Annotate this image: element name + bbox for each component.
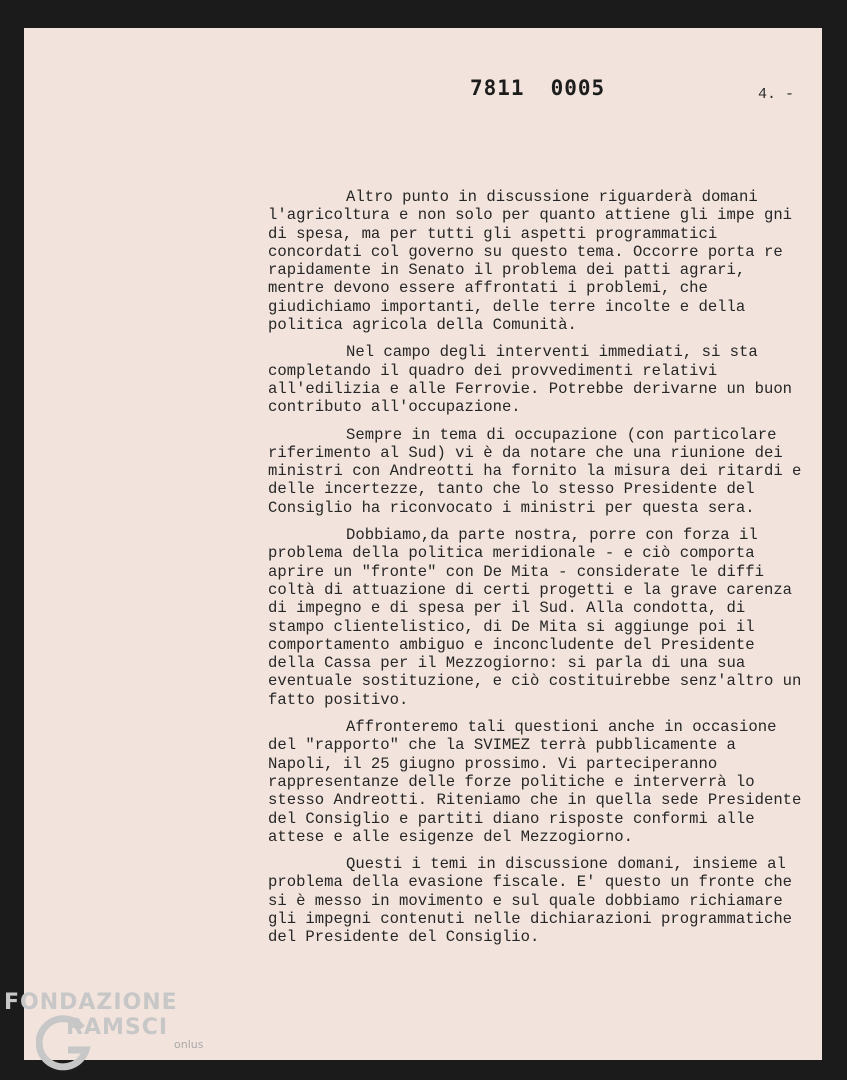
stamp-left: 7811 [470, 76, 525, 100]
letter-body [268, 188, 808, 956]
watermark-line2: RAMSCI [66, 1015, 169, 1040]
paragraph: Sempre in tema di occupazione (con particolare riferimento al Sud) vi è da notare che una riunione dei ministri con Andreotti ha fornito la misura dei ritardi e delle incertezze, tanto che lo stesso Presidente del Consiglio ha riconvocato i ministri per questa sera. [268, 425, 802, 517]
archive-stamp [470, 76, 631, 100]
gramsci-g-logo-icon [36, 1014, 96, 1074]
watermark-line3: onlus [174, 1038, 204, 1051]
fondazione-gramsci-watermark [4, 990, 203, 1051]
page-number: 4. - [758, 86, 795, 103]
watermark-line1: FONDAZIONE [4, 990, 178, 1015]
paragraph: Altro punto in discussione riguarderà domani l'agricoltura e non solo per quanto attiene gli impe gni di spesa, ma per tutti gli aspetti programmatici concordati col governo su questo tema. Occorre porta re rapidamente in Senato il problema dei patti agrari, mentre devono essere affrontati i problemi, che giudichiamo importanti, delle terre incolte e della politica agricola della Comunità. [268, 188, 793, 335]
paragraph: Nel campo degli interventi immediati, si sta completando il quadro dei provvedimenti relativi all'edilizia e alle Ferrovie. Potrebbe derivarne un buon contributo all'occupazione. [268, 343, 793, 417]
stamp-right: 0005 [550, 76, 606, 100]
paragraph: Affronteremo tali questioni anche in occasione del "rapporto" che la SVIMEZ terrà pubblicamente a Napoli, il 25 giugno prossimo. Vi parteciperanno rappresentanze delle forze politiche e interverrà lo stesso Andreotti. Riteniamo che in quella sede Presidente del Consiglio e partiti diano risposte conformi alle attese e alle esigenze del Mezzogiorno. [268, 718, 802, 846]
paragraph: Dobbiamo,da parte nostra, porre con forza il problema della politica meridionale - e ciò comporta aprire un "fronte" con De Mita - considerate le diffi coltà di attuazione di certi progetti e la grave carenza di impegno e di spesa per il Sud. Alla condotta, di stampo clientelistico, di De Mita si aggiunge poi il comportamento ambiguo e inconcludente del Presidente della Cassa per il Mezzogiorno: si parla di una sua eventuale sostituzione, e ciò costituirebbe senz'altro un fatto positivo. [268, 526, 802, 709]
paragraph: Questi i temi in discussione domani, insieme al problema della evasione fiscale. E' questo un fronte che si è messo in movimento e sul quale dobbiamo richiamare gli impegni contenuti nelle dichiarazioni programmatiche del Presidente del Consiglio. [268, 855, 793, 947]
